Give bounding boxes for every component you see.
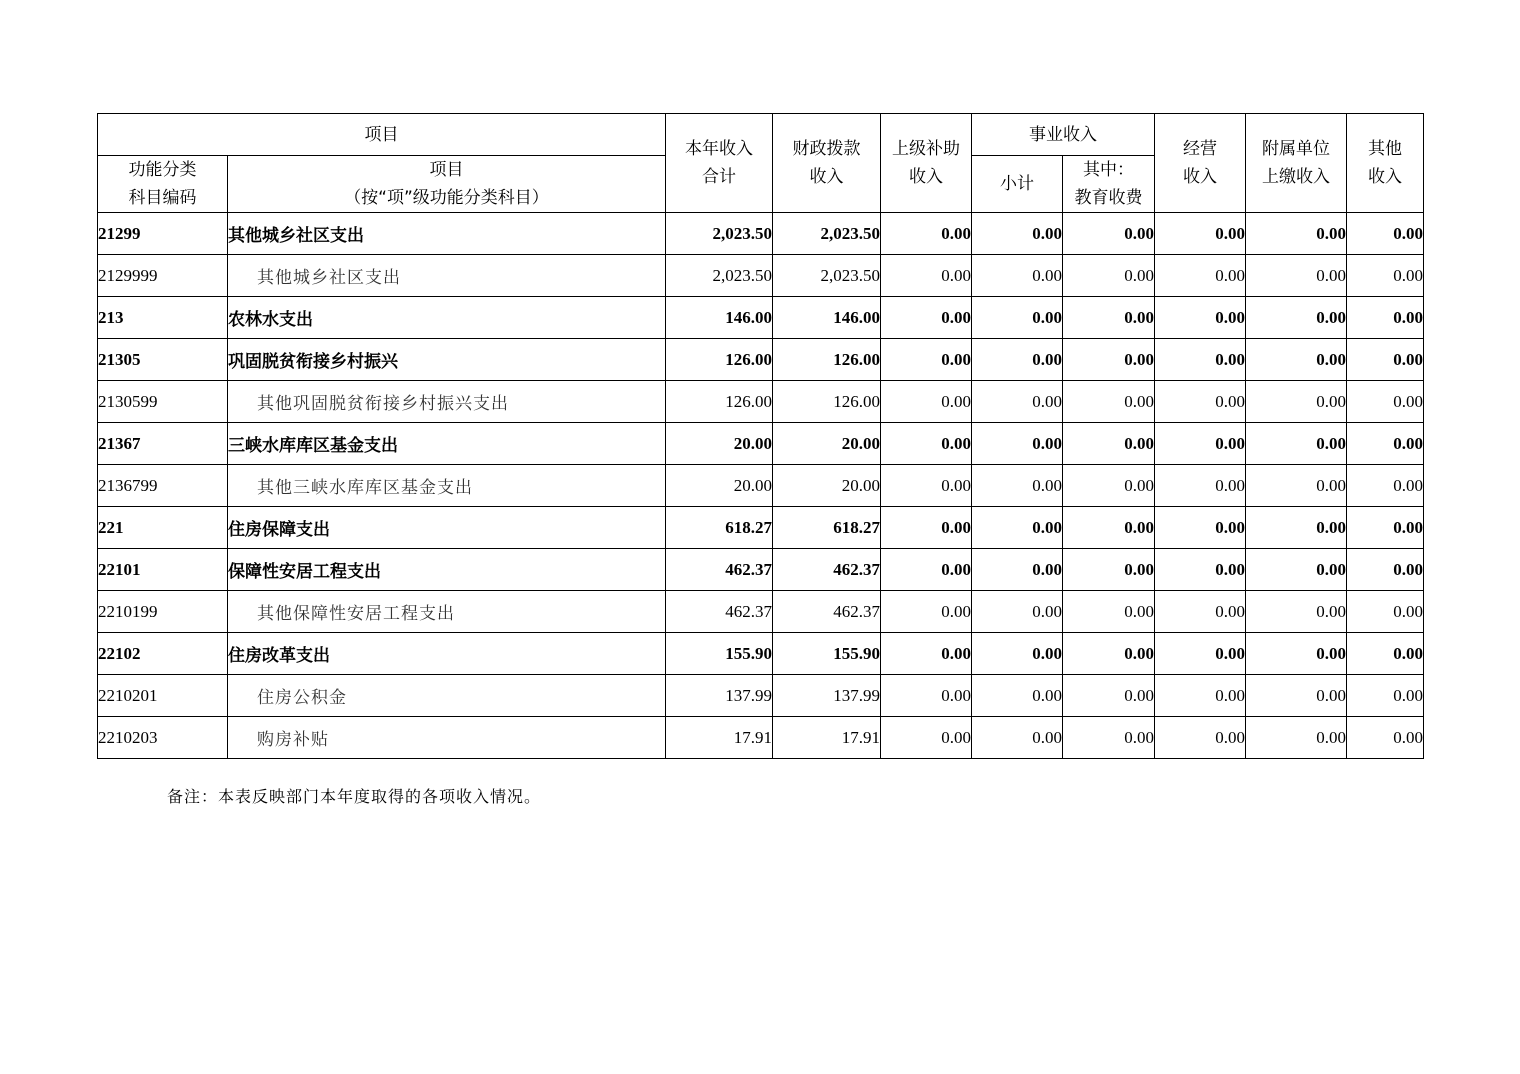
cell-other: 0.00 bbox=[1347, 717, 1424, 759]
header-total: 本年收入 合计 bbox=[666, 114, 773, 213]
cell-total: 20.00 bbox=[666, 423, 773, 465]
cell-fiscal: 146.00 bbox=[773, 297, 881, 339]
cell-fiscal: 126.00 bbox=[773, 381, 881, 423]
cell-edu: 0.00 bbox=[1063, 423, 1155, 465]
cell-edu: 0.00 bbox=[1063, 591, 1155, 633]
cell-operating: 0.00 bbox=[1155, 423, 1246, 465]
cell-total: 462.37 bbox=[666, 549, 773, 591]
cell-code: 21305 bbox=[98, 339, 228, 381]
cell-code: 213 bbox=[98, 297, 228, 339]
cell-total: 20.00 bbox=[666, 465, 773, 507]
cell-code: 2136799 bbox=[98, 465, 228, 507]
cell-total: 2,023.50 bbox=[666, 255, 773, 297]
cell-edu: 0.00 bbox=[1063, 633, 1155, 675]
cell-operating: 0.00 bbox=[1155, 507, 1246, 549]
cell-subtotal: 0.00 bbox=[972, 465, 1063, 507]
cell-total: 126.00 bbox=[666, 339, 773, 381]
cell-other: 0.00 bbox=[1347, 507, 1424, 549]
cell-name: 其他巩固脱贫衔接乡村振兴支出 bbox=[228, 381, 666, 423]
table-note: 备注：本表反映部门本年度取得的各项收入情况。 bbox=[167, 787, 542, 806]
table-row bbox=[98, 633, 1424, 675]
cell-fiscal: 2,023.50 bbox=[773, 255, 881, 297]
table-row bbox=[98, 717, 1424, 759]
cell-superior: 0.00 bbox=[881, 213, 972, 255]
cell-subtotal: 0.00 bbox=[972, 549, 1063, 591]
cell-code: 221 bbox=[98, 507, 228, 549]
cell-code: 2210203 bbox=[98, 717, 228, 759]
table-row bbox=[98, 465, 1424, 507]
cell-edu: 0.00 bbox=[1063, 675, 1155, 717]
cell-total: 17.91 bbox=[666, 717, 773, 759]
cell-subtotal: 0.00 bbox=[972, 591, 1063, 633]
cell-operating: 0.00 bbox=[1155, 717, 1246, 759]
cell-superior: 0.00 bbox=[881, 465, 972, 507]
cell-name: 农林水支出 bbox=[228, 297, 666, 339]
table-row bbox=[98, 213, 1424, 255]
cell-fiscal: 462.37 bbox=[773, 549, 881, 591]
table-row bbox=[98, 591, 1424, 633]
cell-other: 0.00 bbox=[1347, 675, 1424, 717]
header-operating: 经营 收入 bbox=[1155, 114, 1246, 213]
cell-other: 0.00 bbox=[1347, 339, 1424, 381]
cell-fiscal: 20.00 bbox=[773, 423, 881, 465]
cell-edu: 0.00 bbox=[1063, 213, 1155, 255]
cell-subtotal: 0.00 bbox=[972, 297, 1063, 339]
cell-superior: 0.00 bbox=[881, 507, 972, 549]
cell-subtotal: 0.00 bbox=[972, 423, 1063, 465]
cell-total: 618.27 bbox=[666, 507, 773, 549]
cell-superior: 0.00 bbox=[881, 339, 972, 381]
cell-code: 22101 bbox=[98, 549, 228, 591]
header-affiliated: 附属单位 上缴收入 bbox=[1246, 114, 1347, 213]
cell-total: 146.00 bbox=[666, 297, 773, 339]
cell-subtotal: 0.00 bbox=[972, 633, 1063, 675]
cell-operating: 0.00 bbox=[1155, 297, 1246, 339]
cell-code: 2130599 bbox=[98, 381, 228, 423]
table-row bbox=[98, 675, 1424, 717]
cell-edu: 0.00 bbox=[1063, 717, 1155, 759]
cell-other: 0.00 bbox=[1347, 255, 1424, 297]
header-fiscal: 财政拨款 收入 bbox=[773, 114, 881, 213]
cell-name: 保障性安居工程支出 bbox=[228, 549, 666, 591]
cell-subtotal: 0.00 bbox=[972, 381, 1063, 423]
table-row bbox=[98, 255, 1424, 297]
cell-superior: 0.00 bbox=[881, 381, 972, 423]
cell-total: 2,023.50 bbox=[666, 213, 773, 255]
table-row bbox=[98, 297, 1424, 339]
header-other: 其他 收入 bbox=[1347, 114, 1424, 213]
cell-affiliated: 0.00 bbox=[1246, 381, 1347, 423]
cell-affiliated: 0.00 bbox=[1246, 507, 1347, 549]
cell-subtotal: 0.00 bbox=[972, 507, 1063, 549]
cell-name: 住房改革支出 bbox=[228, 633, 666, 675]
header-code: 功能分类 科目编码 bbox=[98, 156, 228, 213]
cell-fiscal: 155.90 bbox=[773, 633, 881, 675]
table-row bbox=[98, 507, 1424, 549]
cell-code: 2129999 bbox=[98, 255, 228, 297]
cell-name: 购房补贴 bbox=[228, 717, 666, 759]
cell-edu: 0.00 bbox=[1063, 549, 1155, 591]
cell-subtotal: 0.00 bbox=[972, 255, 1063, 297]
cell-operating: 0.00 bbox=[1155, 633, 1246, 675]
cell-operating: 0.00 bbox=[1155, 591, 1246, 633]
cell-affiliated: 0.00 bbox=[1246, 423, 1347, 465]
cell-fiscal: 17.91 bbox=[773, 717, 881, 759]
cell-edu: 0.00 bbox=[1063, 465, 1155, 507]
cell-superior: 0.00 bbox=[881, 423, 972, 465]
cell-superior: 0.00 bbox=[881, 591, 972, 633]
cell-fiscal: 137.99 bbox=[773, 675, 881, 717]
cell-superior: 0.00 bbox=[881, 255, 972, 297]
cell-affiliated: 0.00 bbox=[1246, 465, 1347, 507]
cell-total: 462.37 bbox=[666, 591, 773, 633]
cell-subtotal: 0.00 bbox=[972, 675, 1063, 717]
cell-edu: 0.00 bbox=[1063, 255, 1155, 297]
cell-code: 21367 bbox=[98, 423, 228, 465]
header-project: 项目 bbox=[98, 114, 666, 156]
cell-fiscal: 20.00 bbox=[773, 465, 881, 507]
header-subtotal: 小计 bbox=[972, 156, 1063, 213]
cell-other: 0.00 bbox=[1347, 213, 1424, 255]
cell-code: 21299 bbox=[98, 213, 228, 255]
cell-name: 巩固脱贫衔接乡村振兴 bbox=[228, 339, 666, 381]
cell-operating: 0.00 bbox=[1155, 465, 1246, 507]
cell-operating: 0.00 bbox=[1155, 339, 1246, 381]
table-row bbox=[98, 381, 1424, 423]
cell-edu: 0.00 bbox=[1063, 339, 1155, 381]
cell-code: 2210199 bbox=[98, 591, 228, 633]
cell-name: 住房保障支出 bbox=[228, 507, 666, 549]
header-name: 项目 （按“项”级功能分类科目） bbox=[228, 156, 666, 213]
header-business: 事业收入 bbox=[972, 114, 1155, 156]
cell-total: 126.00 bbox=[666, 381, 773, 423]
table-row bbox=[98, 549, 1424, 591]
table-row bbox=[98, 339, 1424, 381]
cell-other: 0.00 bbox=[1347, 381, 1424, 423]
cell-operating: 0.00 bbox=[1155, 675, 1246, 717]
cell-fiscal: 2,023.50 bbox=[773, 213, 881, 255]
cell-superior: 0.00 bbox=[881, 549, 972, 591]
header-edu: 其中： 教育收费 bbox=[1063, 156, 1155, 213]
cell-affiliated: 0.00 bbox=[1246, 633, 1347, 675]
cell-fiscal: 462.37 bbox=[773, 591, 881, 633]
cell-edu: 0.00 bbox=[1063, 507, 1155, 549]
cell-name: 三峡水库库区基金支出 bbox=[228, 423, 666, 465]
cell-name: 其他城乡社区支出 bbox=[228, 255, 666, 297]
cell-name: 其他三峡水库库区基金支出 bbox=[228, 465, 666, 507]
cell-subtotal: 0.00 bbox=[972, 339, 1063, 381]
cell-affiliated: 0.00 bbox=[1246, 213, 1347, 255]
cell-edu: 0.00 bbox=[1063, 297, 1155, 339]
cell-name: 住房公积金 bbox=[228, 675, 666, 717]
cell-name: 其他城乡社区支出 bbox=[228, 213, 666, 255]
cell-operating: 0.00 bbox=[1155, 255, 1246, 297]
cell-fiscal: 618.27 bbox=[773, 507, 881, 549]
cell-code: 2210201 bbox=[98, 675, 228, 717]
cell-other: 0.00 bbox=[1347, 465, 1424, 507]
cell-operating: 0.00 bbox=[1155, 213, 1246, 255]
cell-superior: 0.00 bbox=[881, 675, 972, 717]
cell-superior: 0.00 bbox=[881, 633, 972, 675]
cell-other: 0.00 bbox=[1347, 591, 1424, 633]
cell-superior: 0.00 bbox=[881, 717, 972, 759]
cell-affiliated: 0.00 bbox=[1246, 675, 1347, 717]
cell-operating: 0.00 bbox=[1155, 381, 1246, 423]
cell-name: 其他保障性安居工程支出 bbox=[228, 591, 666, 633]
cell-other: 0.00 bbox=[1347, 297, 1424, 339]
cell-total: 155.90 bbox=[666, 633, 773, 675]
cell-subtotal: 0.00 bbox=[972, 213, 1063, 255]
cell-other: 0.00 bbox=[1347, 423, 1424, 465]
cell-other: 0.00 bbox=[1347, 633, 1424, 675]
cell-subtotal: 0.00 bbox=[972, 717, 1063, 759]
cell-affiliated: 0.00 bbox=[1246, 255, 1347, 297]
cell-fiscal: 126.00 bbox=[773, 339, 881, 381]
cell-superior: 0.00 bbox=[881, 297, 972, 339]
cell-total: 137.99 bbox=[666, 675, 773, 717]
cell-affiliated: 0.00 bbox=[1246, 591, 1347, 633]
cell-affiliated: 0.00 bbox=[1246, 549, 1347, 591]
income-table bbox=[97, 113, 1424, 759]
cell-other: 0.00 bbox=[1347, 549, 1424, 591]
cell-affiliated: 0.00 bbox=[1246, 717, 1347, 759]
table-row bbox=[98, 423, 1424, 465]
header-superior: 上级补助 收入 bbox=[881, 114, 972, 213]
cell-code: 22102 bbox=[98, 633, 228, 675]
cell-operating: 0.00 bbox=[1155, 549, 1246, 591]
cell-affiliated: 0.00 bbox=[1246, 339, 1347, 381]
cell-affiliated: 0.00 bbox=[1246, 297, 1347, 339]
cell-edu: 0.00 bbox=[1063, 381, 1155, 423]
